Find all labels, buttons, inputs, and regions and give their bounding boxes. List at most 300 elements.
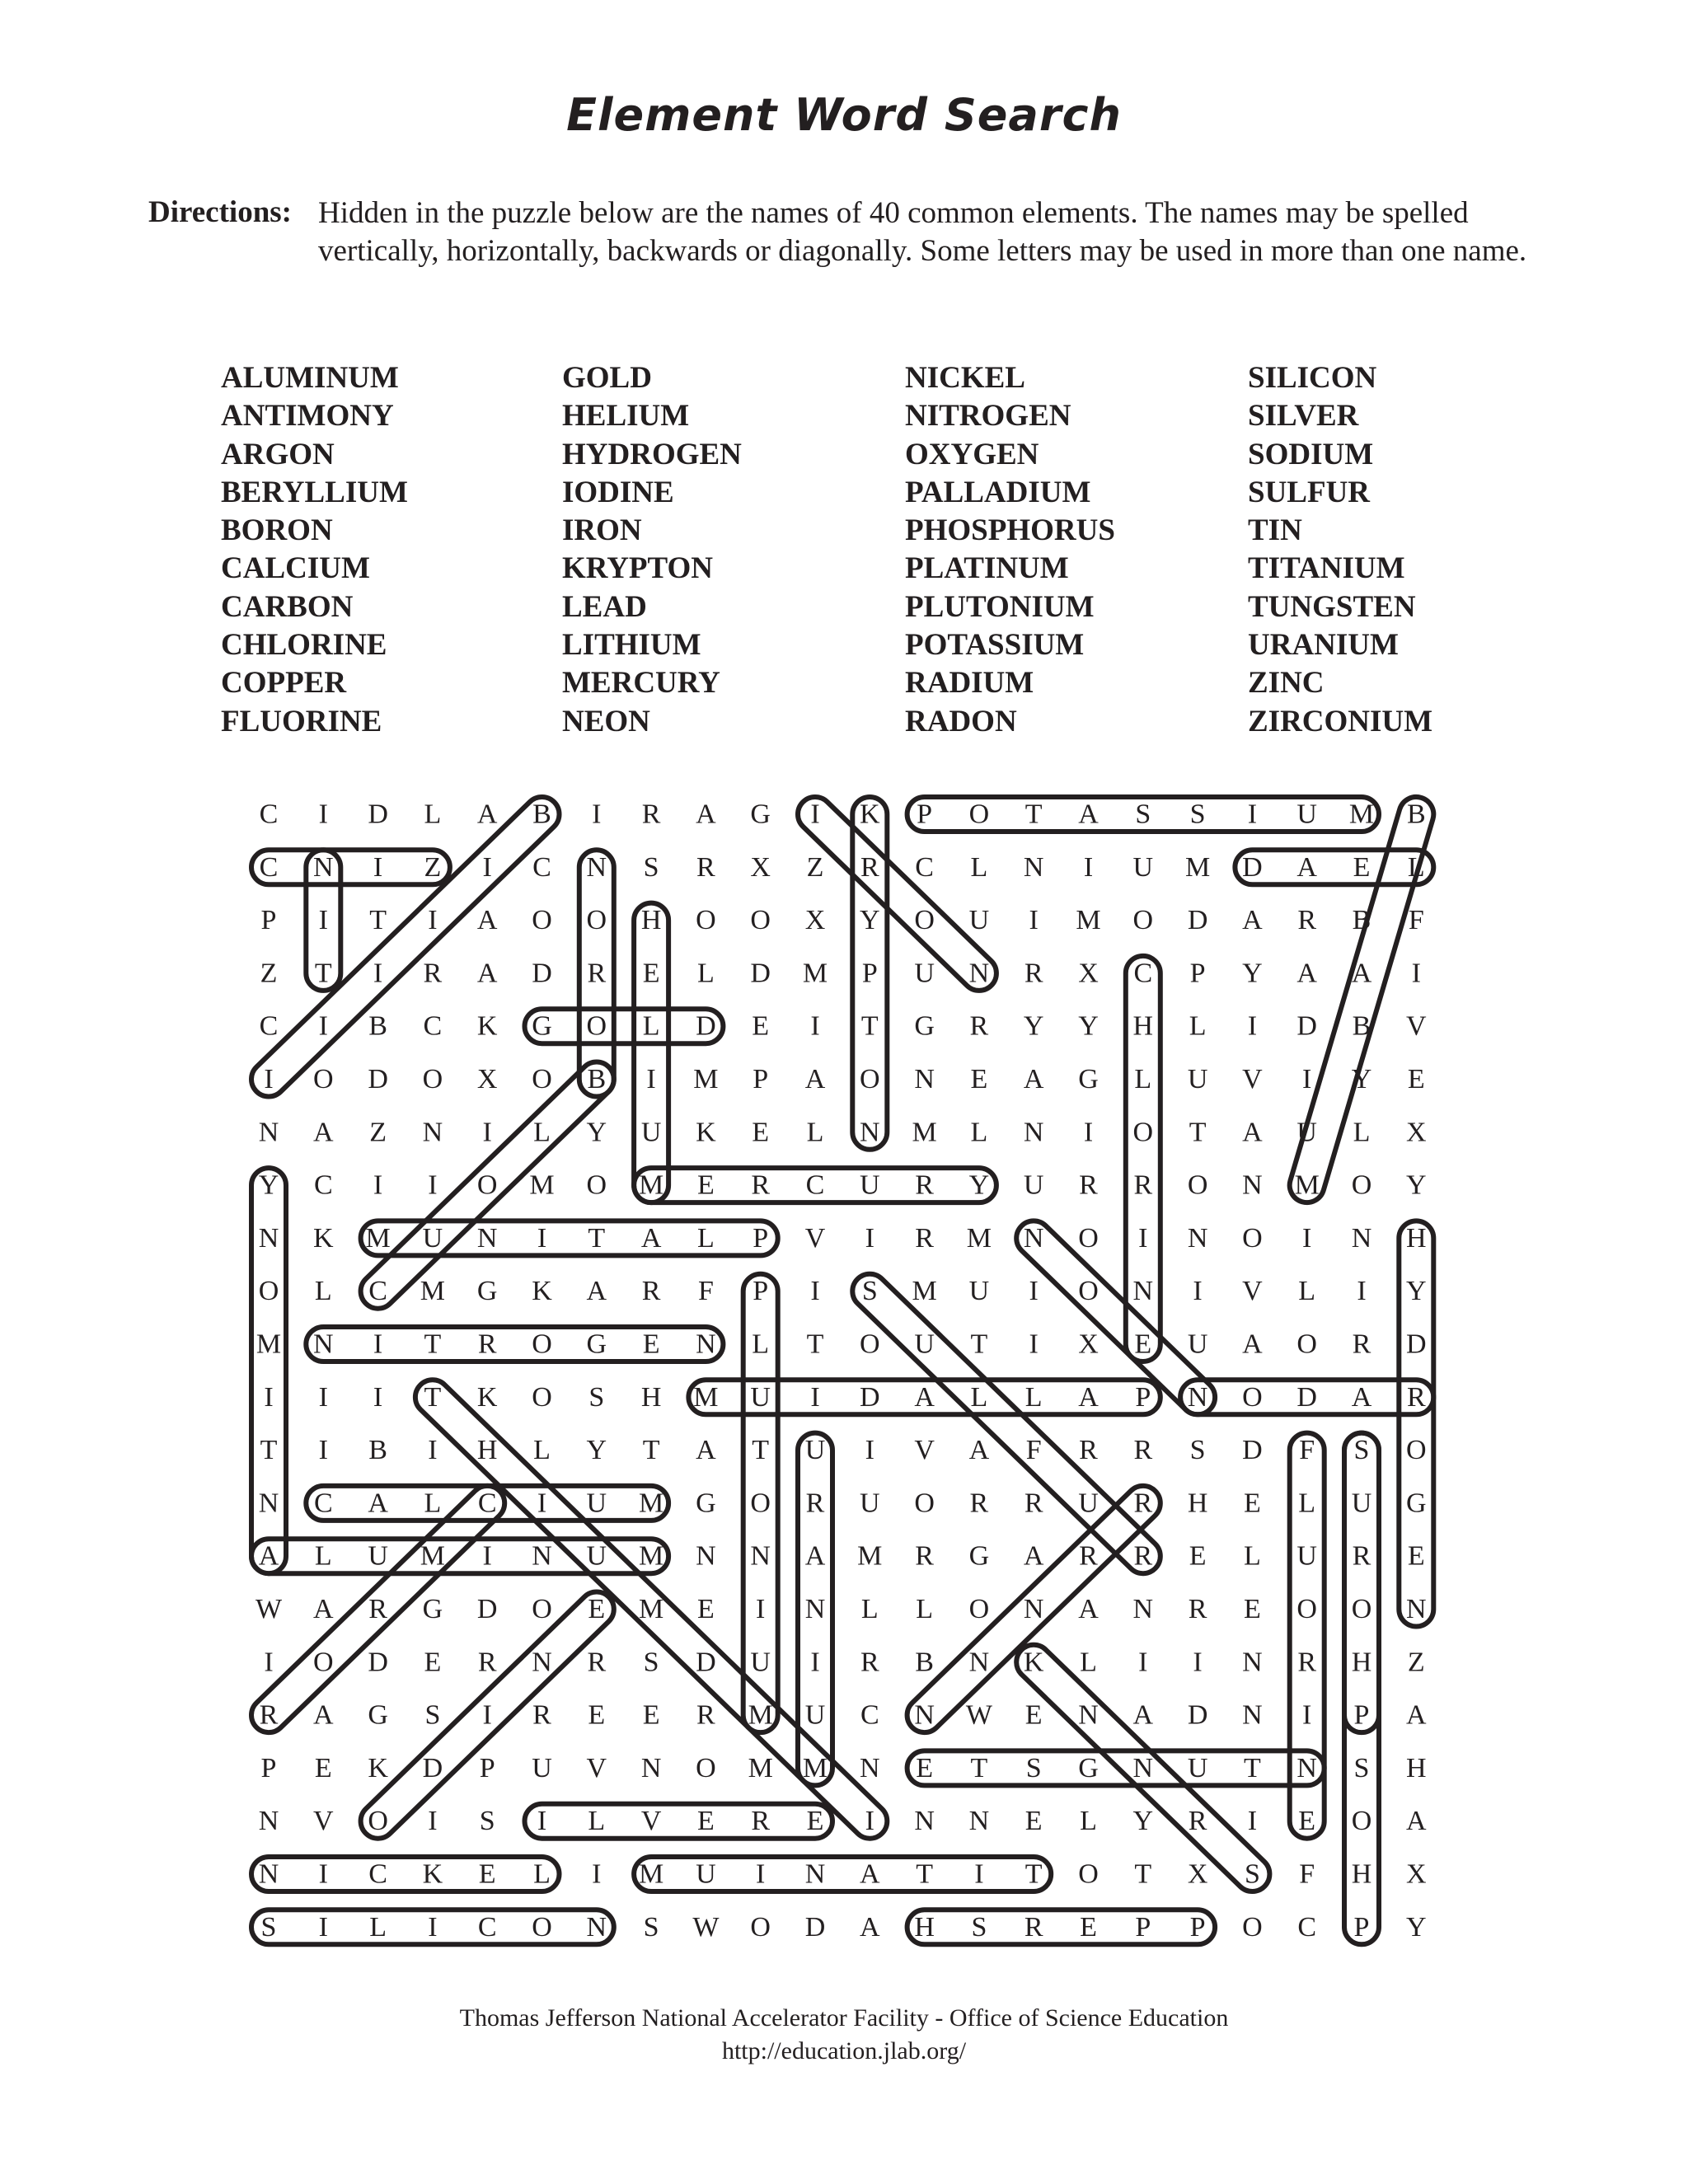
grid-letter: V [1242,1276,1263,1307]
grid-letter: G [696,1488,716,1519]
grid-letter: A [476,799,498,830]
grid-letter: E [424,1647,442,1678]
grid-letter: I [318,1435,328,1466]
grid-letter: U [1187,1752,1208,1783]
grid-letter: N [1242,1169,1263,1201]
grid-letter: R [915,1540,934,1572]
grid-letter: L [642,1010,660,1042]
grid-letter: O [1242,1911,1263,1943]
answer-circle [244,790,566,1104]
grid-letter: V [586,1752,607,1783]
grid-letter: D [368,1064,388,1094]
grid-letter: O [1078,1858,1099,1890]
grid-letter: I [428,1169,438,1201]
grid-letter: R [969,1488,989,1519]
grid-letter: U [968,1276,990,1307]
grid-letter: G [368,1699,388,1731]
grid-letter: L [1080,1806,1097,1837]
grid-letter: Y [1406,1169,1427,1201]
grid-letter: R [1297,905,1317,936]
grid-letter: I [264,1381,274,1413]
grid-letter: D [696,1647,716,1678]
grid-letter: G [750,799,771,830]
grid-letter: Z [1407,1647,1425,1678]
grid-letter: G [914,1010,935,1042]
grid-letter: R [1406,1381,1426,1413]
grid-letter: I [264,1064,274,1094]
grid-letter: R [1133,1169,1153,1201]
grid-letter: A [914,1381,935,1413]
grid-letter: A [860,1911,880,1943]
grid-letter: I [646,1064,656,1094]
grid-letter: E [1353,851,1371,883]
grid-letter: W [255,1594,283,1624]
grid-letter: S [588,1381,605,1413]
grid-letter: N [1023,851,1044,883]
grid-letter: M [638,1540,664,1572]
grid-letter: A [860,1858,880,1890]
grid-letter: A [313,1594,334,1624]
word-item: PLATINUM [905,551,1069,586]
grid-letter: O [1351,1594,1372,1624]
grid-letter: A [1023,1540,1044,1572]
answer-circle [846,1267,1168,1581]
grid-letter: A [476,958,498,989]
grid-letter: P [1189,1911,1206,1943]
grid-letter: L [970,1117,988,1148]
grid-letter: L [1244,1540,1261,1572]
grid-letter: K [313,1222,334,1254]
grid-letter: I [865,1435,874,1466]
grid-letter: R [860,851,879,883]
grid-letter: E [478,1858,496,1890]
grid-letter: O [914,1488,935,1519]
grid-letter: L [314,1540,332,1572]
grid-letter: N [532,1540,552,1572]
grid-letter: R [751,1806,771,1837]
grid-letter: N [586,1911,607,1943]
grid-letter: M [1184,851,1211,883]
grid-letter: L [860,1594,879,1624]
grid-letter: Y [1351,1064,1372,1094]
grid-letter: E [1189,1540,1207,1572]
grid-letter: U [804,1699,826,1731]
grid-letter: R [805,1488,825,1519]
grid-letter: M [1294,1169,1320,1201]
grid-letter: N [476,1222,498,1254]
grid-letter: I [373,851,383,883]
footer-url[interactable]: http://education.jlab.org/ [721,2037,967,2064]
grid-letter: N [532,1647,552,1678]
grid-letter: U [750,1381,771,1413]
grid-letter: I [1411,958,1421,989]
grid-letter: T [1025,1858,1043,1890]
grid-letter: S [1025,1752,1042,1783]
grid-letter: O [532,1064,552,1094]
grid-letter: I [482,1540,492,1572]
grid-letter: I [756,1594,766,1624]
word-item: PHOSPHORUS [905,513,1115,548]
grid-letter: N [1406,1594,1427,1624]
word-item: GOLD [562,361,652,395]
grid-letter: G [1406,1488,1427,1519]
grid-letter: M [256,1329,282,1360]
grid-letter: U [1187,1329,1208,1360]
grid-letter: D [422,1752,443,1783]
grid-letter: I [810,1381,820,1413]
grid-letter: I [810,1276,820,1307]
answer-circle [1344,1433,1379,1733]
grid-letter: L [424,799,442,830]
grid-letter: I [756,1858,766,1890]
grid-letter: M [638,1858,664,1890]
grid-letter: G [476,1276,498,1307]
grid-letter: E [314,1752,332,1783]
grid-letter: K [860,799,880,830]
grid-letter: O [1078,1276,1099,1307]
grid-letter: E [916,1752,933,1783]
word-item: FLUORINE [221,704,382,738]
grid-letter: A [1351,1381,1372,1413]
grid-letter: N [640,1752,662,1783]
grid-letter: N [258,1858,279,1890]
grid-letter: T [1025,799,1043,830]
grid-letter: N [1023,1117,1044,1148]
grid-letter: T [588,1222,606,1254]
grid-letter: L [1353,1117,1371,1148]
grid-letter: D [1296,1381,1317,1413]
grid-letter: R [1024,958,1043,989]
grid-letter: M [638,1488,664,1519]
grid-letter: D [532,958,552,989]
grid-letter: A [313,1117,334,1148]
word-item: ALUMINUM [221,361,399,395]
grid-letter: R [477,1329,497,1360]
grid-letter: T [642,1435,660,1466]
grid-letter: U [696,1858,716,1890]
grid-letter: E [1134,1329,1152,1360]
grid-letter: I [482,1699,492,1731]
grid-letter: H [1132,1010,1154,1042]
grid-letter: C [368,1858,387,1890]
grid-letter: T [314,958,332,989]
grid-letter: Z [424,851,442,883]
word-item: IODINE [562,475,674,509]
grid-letter: N [258,1117,279,1148]
grid-letter: O [1351,1169,1372,1201]
grid-letter: E [1244,1594,1261,1624]
grid-letter: O [1132,905,1154,936]
grid-letter: U [914,1329,935,1360]
grid-letter: A [1023,1064,1044,1094]
grid-letter: R [641,799,661,830]
word-item: CALCIUM [221,551,370,586]
grid-letter: A [1242,1117,1263,1148]
grid-letter: C [313,1169,333,1201]
word-item: POTASSIUM [905,628,1085,663]
word-item: ANTIMONY [221,399,394,434]
grid-letter: U [1078,1488,1099,1519]
grid-letter: R [587,958,607,989]
grid-letter: O [1078,1222,1099,1254]
grid-letter: H [1187,1488,1208,1519]
grid-letter: R [423,958,443,989]
grid-letter: G [1078,1064,1099,1094]
grid-letter: L [1080,1647,1097,1678]
footer-organization: Thomas Jefferson National Accelerator Facility - Office of Science Education [459,2004,1229,2032]
grid-letter: L [916,1594,933,1624]
grid-letter: H [1406,1222,1427,1254]
grid-letter: I [537,1488,547,1519]
word-item: SULFUR [1248,475,1371,509]
grid-letter: T [260,1435,278,1466]
grid-letter: M [638,1594,664,1624]
grid-letter: R [860,1647,879,1678]
grid-letter: B [915,1647,934,1678]
grid-letter: P [1353,1699,1370,1731]
grid-letter: A [1406,1699,1427,1731]
grid-letter: U [532,1752,552,1783]
grid-letter: N [914,1806,935,1837]
grid-letter: I [373,1329,383,1360]
grid-letter: H [1406,1752,1427,1783]
grid-letter: I [1247,799,1258,830]
grid-letter: G [968,1540,990,1572]
grid-letter: O [586,1010,607,1042]
grid-letter: N [968,1647,990,1678]
grid-letter: T [1189,1117,1207,1148]
grid-letter: O [586,905,607,936]
grid-letter: N [1023,1222,1044,1254]
grid-letter: B [1406,799,1426,830]
grid-letter: O [258,1276,279,1307]
grid-letter: R [1352,1540,1372,1572]
grid-letter: M [912,1276,937,1307]
grid-letter: A [1296,958,1317,989]
grid-letter: H [640,1381,662,1413]
grid-letter: A [1296,851,1317,883]
grid-letter: N [1242,1699,1263,1731]
word-item: LEAD [562,589,647,624]
grid-letter: V [1242,1064,1263,1094]
grid-letter: M [693,1381,719,1413]
grid-letter: L [752,1329,770,1360]
grid-letter: X [750,851,771,883]
grid-letter: R [1188,1594,1207,1624]
grid-letter: I [318,1858,328,1890]
grid-letter: U [968,905,990,936]
grid-letter: E [588,1699,606,1731]
grid-letter: D [860,1381,880,1413]
grid-letter: A [1078,1381,1099,1413]
grid-letter: R [1188,1806,1207,1837]
grid-letter: I [1302,1222,1312,1254]
word-item: SILVER [1248,399,1359,434]
grid-letter: L [970,851,988,883]
grid-letter: U [1296,1117,1317,1148]
grid-letter: M [420,1540,446,1572]
grid-letter: O [968,799,990,830]
grid-letter: N [258,1488,279,1519]
grid-letter: R [969,1010,989,1042]
grid-letter: V [1406,1010,1427,1042]
grid-letter: I [1193,1647,1203,1678]
grid-letter: Y [968,1169,990,1201]
grid-letter: O [1296,1594,1317,1624]
grid-letter: O [860,1064,880,1094]
grid-letter: E [752,1117,770,1148]
word-item: MERCURY [562,666,720,701]
grid-letter: I [1029,905,1039,936]
grid-letter: N [860,1752,880,1783]
grid-letter: I [592,1858,602,1890]
grid-letter: D [368,799,388,830]
grid-letter: L [1298,1488,1316,1519]
grid-letter: A [968,1435,990,1466]
grid-letter: E [1080,1911,1097,1943]
grid-letter: S [1244,1858,1260,1890]
grid-letter: E [697,1806,715,1837]
grid-letter: R [641,1276,661,1307]
grid-letter: N [1078,1699,1099,1731]
grid-letter: O [968,1594,990,1624]
grid-letter: L [533,1858,551,1890]
grid-letter: U [1187,1064,1208,1094]
grid-letter: L [533,1117,551,1148]
grid-letter: O [313,1064,334,1094]
grid-letter: L [424,1488,442,1519]
grid-letter: X [1078,1329,1099,1360]
grid-letter: I [537,1222,547,1254]
grid-letter: Z [806,851,824,883]
grid-letter: I [1138,1222,1148,1254]
grid-letter: F [1408,905,1424,936]
grid-letter: M [529,1169,555,1201]
grid-letter: T [752,1435,770,1466]
grid-letter: A [640,1222,662,1254]
grid-letter: N [1296,1752,1317,1783]
grid-letter: N [968,1806,990,1837]
grid-letter: M [802,958,828,989]
grid-letter: I [1302,1064,1312,1094]
grid-letter: T [1134,1858,1152,1890]
grid-letter: S [1189,799,1206,830]
grid-letter: U [1351,1488,1372,1519]
answer-circle [251,850,450,884]
grid-letter: I [428,905,438,936]
word-item: ZINC [1248,666,1325,701]
grid-letter: S [643,1647,659,1678]
grid-letter: R [1133,1488,1153,1519]
grid-letter: A [258,1540,279,1572]
grid-letter: N [914,1064,935,1094]
grid-letter: D [1187,1699,1208,1731]
grid-letter: O [696,905,716,936]
grid-letter: I [264,1647,274,1678]
grid-letter: S [479,1806,495,1837]
word-item: ARGON [221,437,335,471]
grid-letter: O [1351,1806,1372,1837]
word-item: RADIUM [905,666,1034,701]
grid-letter: O [313,1647,334,1678]
grid-letter: T [424,1329,442,1360]
grid-letter: R [368,1594,387,1624]
grid-letter: A [368,1488,388,1519]
grid-letter: U [804,1435,826,1466]
grid-letter: F [1299,1858,1315,1890]
grid-letter: L [588,1806,606,1837]
grid-letter: E [752,1010,770,1042]
grid-letter: V [914,1435,935,1466]
grid-letter: U [368,1540,388,1572]
grid-letter: R [259,1699,279,1731]
grid-letter: O [750,905,771,936]
grid-letter: M [748,1699,773,1731]
grid-letter: M [748,1752,773,1783]
grid-letter: E [697,1594,715,1624]
grid-letter: O [1242,1381,1263,1413]
word-item: RADON [905,704,1017,738]
grid-letter: U [750,1647,771,1678]
grid-letter: W [692,1911,720,1943]
grid-letter: I [865,1806,874,1837]
grid-letter: U [914,958,935,989]
grid-letter: R [1079,1540,1098,1572]
grid-letter: U [586,1488,607,1519]
grid-letter: R [1024,1488,1043,1519]
grid-letter: N [422,1117,443,1148]
grid-letter: B [368,1435,387,1466]
grid-letter: A [696,1435,716,1466]
grid-letter: B [1352,905,1372,936]
grid-letter: N [1023,1594,1044,1624]
grid-letter: M [966,1222,992,1254]
grid-letter: O [1296,1329,1317,1360]
grid-letter: D [476,1594,498,1624]
grid-letter: R [1079,1435,1098,1466]
word-item: HYDROGEN [562,437,742,471]
grid-letter: A [1132,1699,1154,1731]
grid-letter: O [532,1594,552,1624]
grid-letter: C [423,1010,443,1042]
grid-letter: C [477,1488,497,1519]
grid-letter: M [1076,905,1101,936]
grid-letter: P [753,1276,769,1307]
grid-letter: N [804,1594,826,1624]
grid-letter: F [1299,1435,1315,1466]
grid-letter: T [916,1858,933,1890]
grid-letter: O [532,1911,552,1943]
grid-letter: E [1407,1540,1425,1572]
grid-letter: E [1025,1699,1043,1731]
grid-letter: S [971,1911,987,1943]
answer-circle [251,1857,560,1891]
grid-letter: O [1406,1435,1427,1466]
word-item: URANIUM [1248,628,1399,663]
grid-letter: O [532,1329,552,1360]
word-item: PLUTONIUM [905,589,1095,624]
grid-letter: D [368,1647,388,1678]
grid-letter: K [476,1381,498,1413]
word-item: LITHIUM [562,628,701,663]
grid-letter: Y [1023,1010,1044,1042]
grid-letter: O [532,905,552,936]
grid-letter: C [860,1699,879,1731]
grid-letter: N [696,1540,716,1572]
grid-letter: C [532,851,551,883]
grid-letter: I [1302,1699,1312,1731]
grid-letter: P [917,799,933,830]
